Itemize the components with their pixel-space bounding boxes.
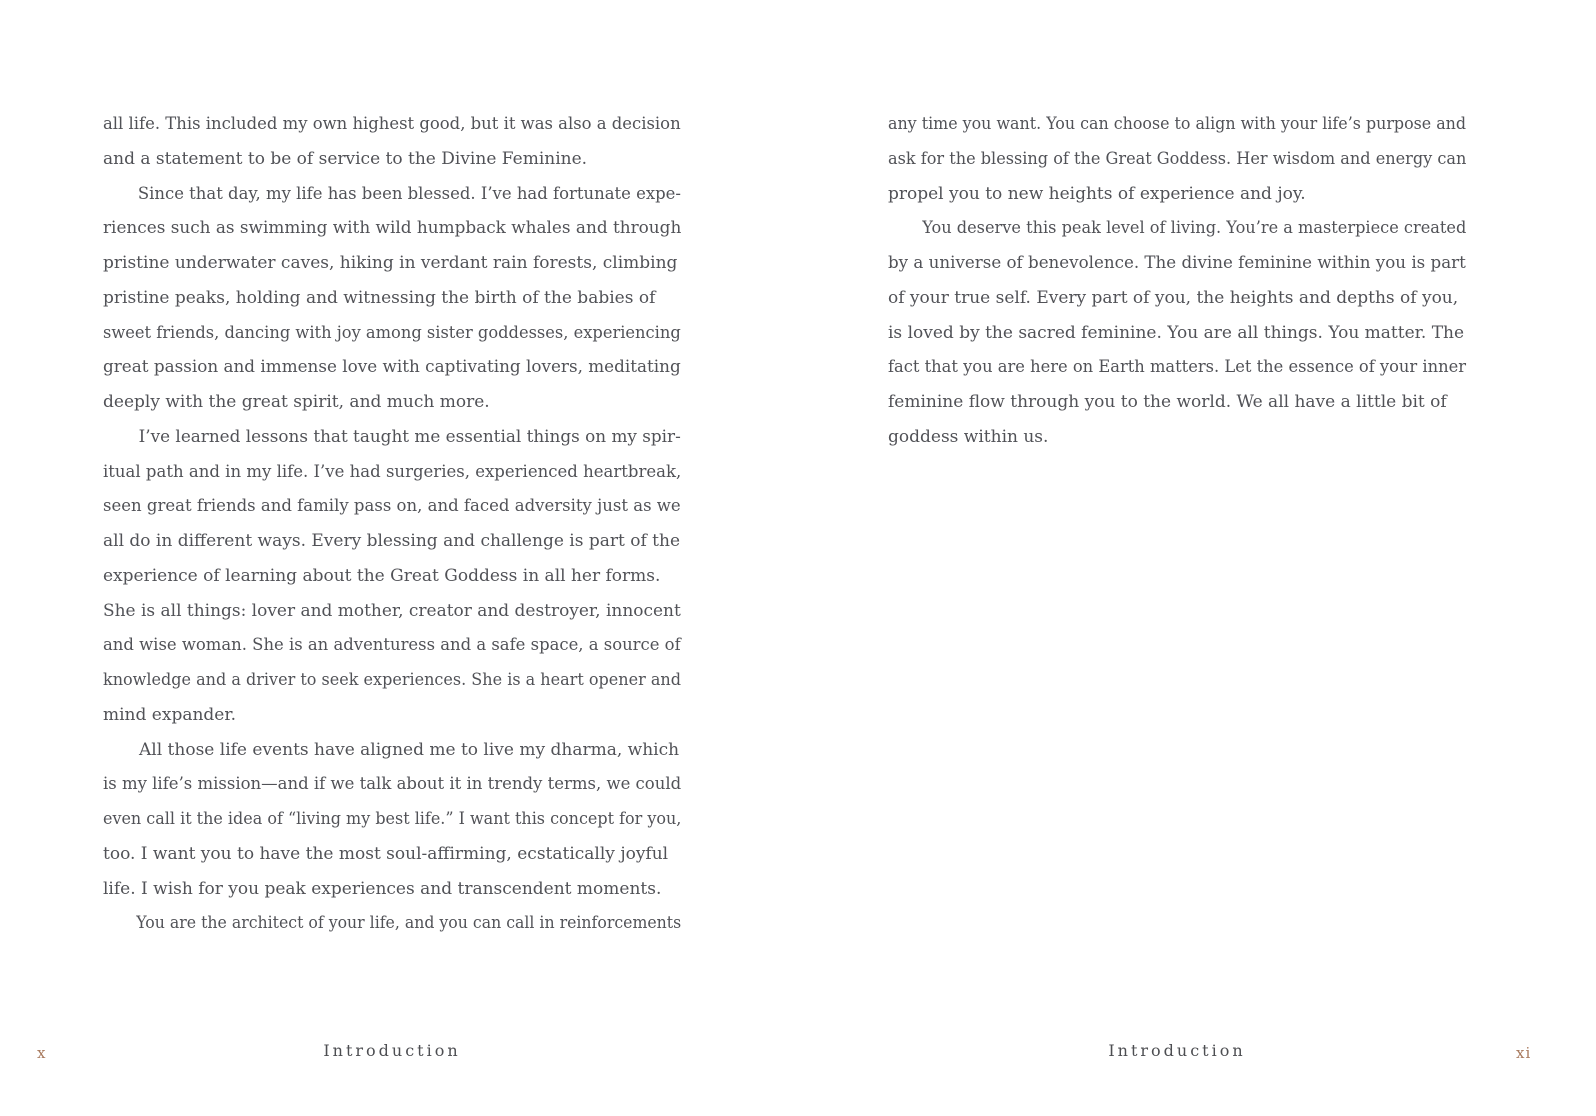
- text-line: pristine underwater caves, hiking in verdant rain forests, climbing: [103, 253, 678, 273]
- paragraph-indent: [888, 232, 922, 233]
- text-line: all do in different ways. Every blessing and challenge is part of the: [103, 531, 681, 551]
- text-line: All those life events have aligned me to live my dharma, which: [103, 733, 681, 768]
- text-line: great passion and immense love with captivating lovers, meditating: [103, 357, 681, 378]
- text-line: You deserve this peak level of living. You’re a masterpiece created: [888, 211, 1437, 246]
- text-line: even call it the idea of “living my best life.” I want this concept for you,: [103, 809, 682, 829]
- text-line: pristine peaks, holding and witnessing the birth of the babies of: [103, 287, 656, 308]
- paragraph-indent: [103, 198, 138, 199]
- text-line: life. I wish for you peak experiences and transcendent moments.: [103, 878, 662, 899]
- left-page-text-block: [103, 107, 681, 941]
- text-line: Since that day, my life has been blessed. I’ve had fortunate expe-: [103, 177, 663, 212]
- text-line: You are the architect of your life, and you can call in reinforcements: [103, 906, 638, 941]
- paragraph-indent: [103, 927, 136, 928]
- paragraph: [103, 177, 681, 420]
- text-line: goddess within us.: [888, 426, 1049, 447]
- text-line: mind expander.: [103, 704, 237, 725]
- text-line: seen great friends and family pass on, and faced adversity just as we: [103, 496, 681, 517]
- text-line: and a statement to be of service to the Divine Feminine.: [103, 148, 588, 169]
- text-line: too. I want you to have the most soul-affirming, ecstatically joyful: [103, 843, 669, 864]
- text-line: sweet friends, dancing with joy among sister goddesses, experiencing: [103, 322, 681, 343]
- text-line: of your true self. Every part of you, the heights and depths of you,: [888, 287, 1459, 308]
- paragraph: [103, 107, 681, 177]
- paragraph-indent: [103, 754, 139, 755]
- text-line: deeply with the great spirit, and much more.: [103, 392, 490, 412]
- text-line: She is all things: lover and mother, creator and destroyer, innocent: [103, 600, 681, 621]
- paragraph: [103, 420, 681, 733]
- text-line: by a universe of benevolence. The divine feminine within you is part: [888, 253, 1466, 273]
- text-line: I’ve learned lessons that taught me essential things on my spir-: [103, 420, 675, 455]
- text-line: experience of learning about the Great Goddess in all her forms.: [103, 565, 661, 586]
- right-page-text-block: [888, 107, 1466, 455]
- text-line: riences such as swimming with wild humpback whales and through: [103, 218, 682, 239]
- paragraph-indent: [103, 441, 139, 442]
- text-line: and wise woman. She is an adventuress and a safe space, a source of: [103, 635, 681, 656]
- page-number-right: xi: [1516, 1044, 1532, 1062]
- paragraph: [888, 107, 1466, 211]
- paragraph: [103, 733, 681, 907]
- text-line: itual path and in my life. I’ve had surgeries, experienced heartbreak,: [103, 461, 682, 482]
- paragraph: [888, 211, 1466, 454]
- text-line: feminine flow through you to the world. We all have a little bit of: [888, 392, 1447, 412]
- text-line: is loved by the sacred feminine. You are all things. You matter. The: [888, 322, 1465, 343]
- text-line: ask for the blessing of the Great Goddess. Her wisdom and energy can: [888, 148, 1467, 169]
- page-number-left: x: [37, 1044, 47, 1062]
- text-line: all life. This included my own highest good, but it was also a decision: [103, 114, 681, 134]
- text-line: any time you want. You can choose to align with your life’s purpose and: [888, 114, 1467, 134]
- paragraph: [103, 906, 681, 941]
- text-line: fact that you are here on Earth matters. Let the essence of your inner: [888, 357, 1467, 378]
- text-line: is my life’s mission—and if we talk about it in trendy terms, we could: [103, 774, 682, 795]
- text-line: propel you to new heights of experience and joy.: [888, 183, 1306, 204]
- running-foot-left: Introduction: [323, 1041, 461, 1060]
- running-foot-right: Introduction: [1108, 1041, 1246, 1060]
- text-line: knowledge and a driver to seek experiences. She is a heart opener and: [103, 670, 681, 690]
